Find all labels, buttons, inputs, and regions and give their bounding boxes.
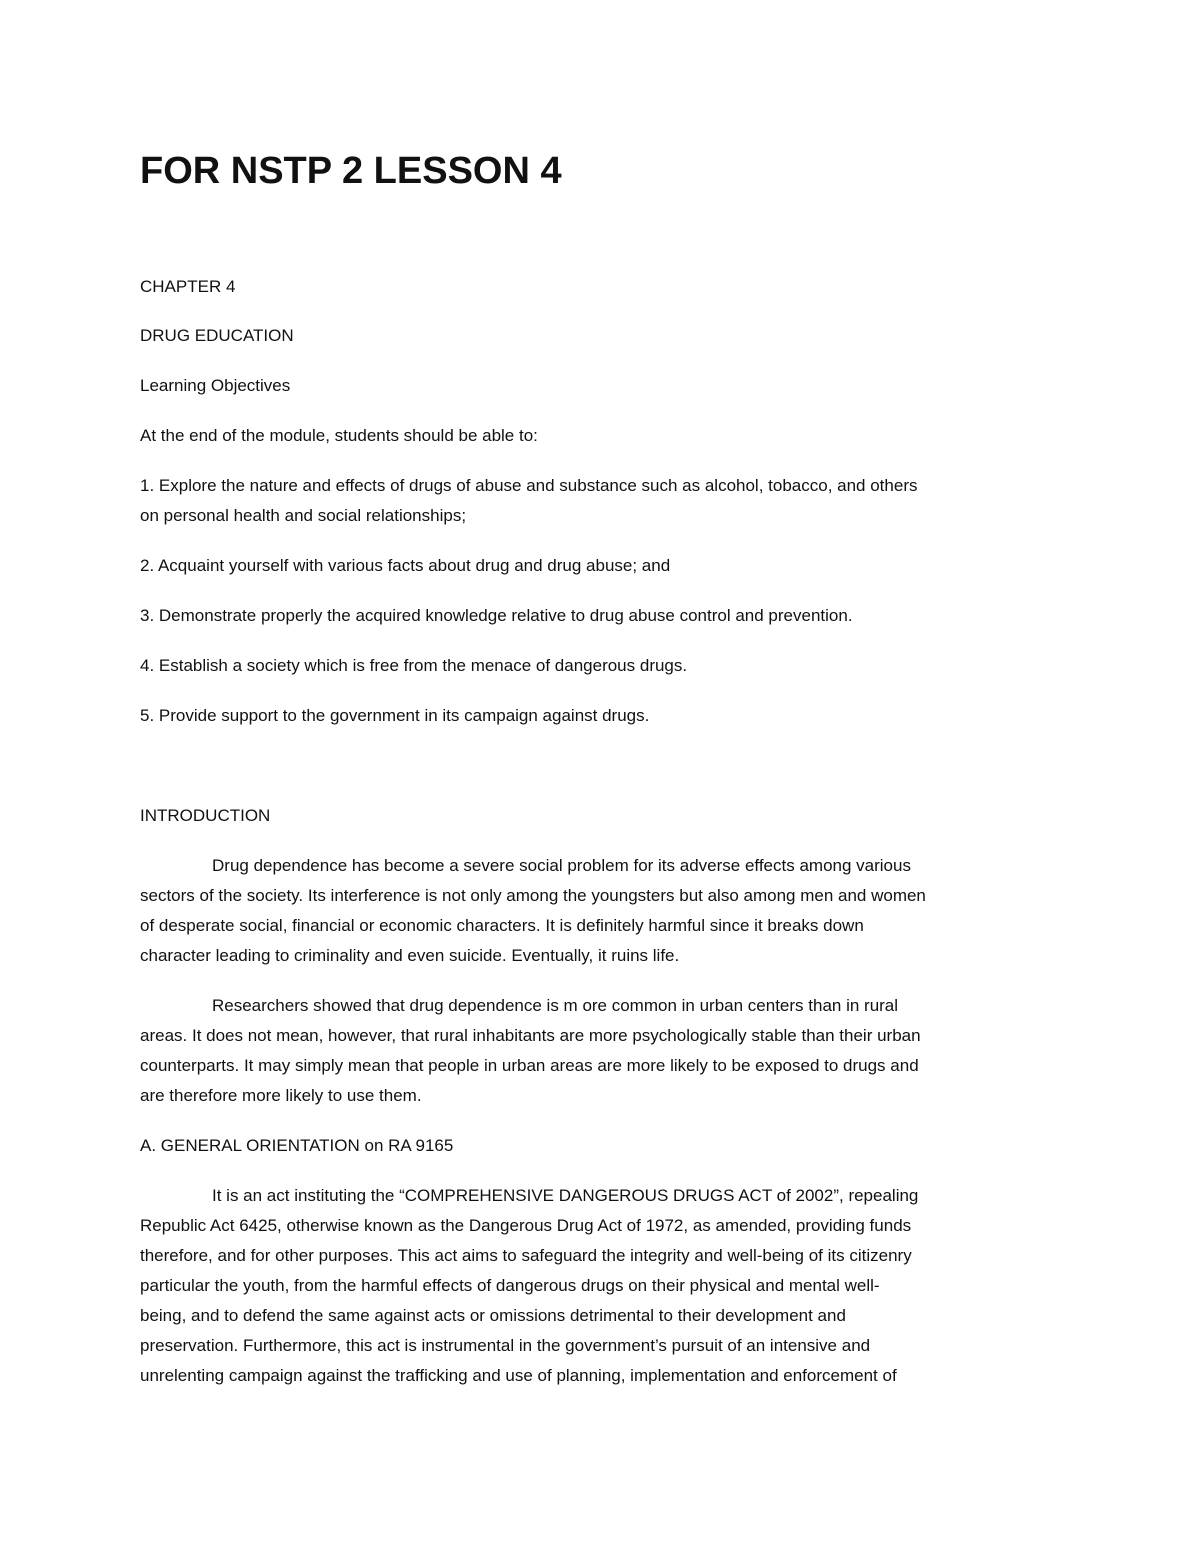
objective-1-line-2: on personal health and social relationships; [140, 506, 467, 525]
section-a-line-7: unrelenting campaign against the trafficking and use of planning, implementation and enforcement of [140, 1366, 897, 1385]
objective-1-line-1: 1. Explore the nature and effects of drugs of abuse and substance such as alcohol, tobacco, and others [140, 476, 918, 495]
section-a-line-2: Republic Act 6425, otherwise known as the Dangerous Drug Act of 1972, as amended, providing funds [140, 1216, 912, 1235]
objective-3: 3. Demonstrate properly the acquired knowledge relative to drug abuse control and prevention. [140, 606, 853, 625]
intro-paragraph-1-line-2: sectors of the society. Its interference is not only among the youngsters but also among men and women [140, 886, 926, 905]
introduction-heading: INTRODUCTION [140, 806, 271, 825]
intro-paragraph-2-line-1: Researchers showed that drug dependence is m ore common in urban centers than in rural [212, 996, 899, 1015]
objectives-heading: Learning Objectives [140, 376, 291, 395]
section-a-line-3: therefore, and for other purposes. This act aims to safeguard the integrity and well-being of its citizenry [140, 1246, 912, 1265]
section-a-line-5: being, and to defend the same against acts or omissions detrimental to their development and [140, 1306, 846, 1325]
objective-4: 4. Establish a society which is free from the menace of dangerous drugs. [140, 656, 688, 675]
objective-5: 5. Provide support to the government in its campaign against drugs. [140, 706, 650, 725]
intro-paragraph-1-line-3: of desperate social, financial or economic characters. It is definitely harmful since it breaks down [140, 916, 864, 935]
intro-paragraph-1-line-1: Drug dependence has become a severe social problem for its adverse effects among various [212, 856, 911, 875]
section-a-line-1: It is an act instituting the “COMPREHENSIVE DANGEROUS DRUGS ACT of 2002”, repealing [212, 1186, 919, 1205]
chapter-label: CHAPTER 4 [140, 277, 236, 296]
chapter-title: DRUG EDUCATION [140, 326, 294, 345]
intro-paragraph-1-line-4: character leading to criminality and even suicide. Eventually, it ruins life. [140, 946, 680, 965]
objective-2: 2. Acquaint yourself with various facts about drug and drug abuse; and [140, 556, 671, 575]
intro-paragraph-2-line-2: areas. It does not mean, however, that rural inhabitants are more psychologically stable than their urban [140, 1026, 921, 1045]
objectives-intro: At the end of the module, students should be able to: [140, 426, 538, 445]
section-a-line-6: preservation. Furthermore, this act is instrumental in the government’s pursuit of an intensive and [140, 1336, 871, 1355]
document-title: FOR NSTP 2 LESSON 4 [140, 150, 562, 192]
intro-paragraph-2-line-3: counterparts. It may simply mean that people in urban areas are more likely to be exposed to drugs and [140, 1056, 919, 1075]
section-a-line-4: particular the youth, from the harmful effects of dangerous drugs on their physical and mental well- [140, 1276, 880, 1295]
intro-paragraph-2-line-4: are therefore more likely to use them. [140, 1086, 422, 1105]
section-a-heading: A. GENERAL ORIENTATION on RA 9165 [140, 1136, 454, 1155]
